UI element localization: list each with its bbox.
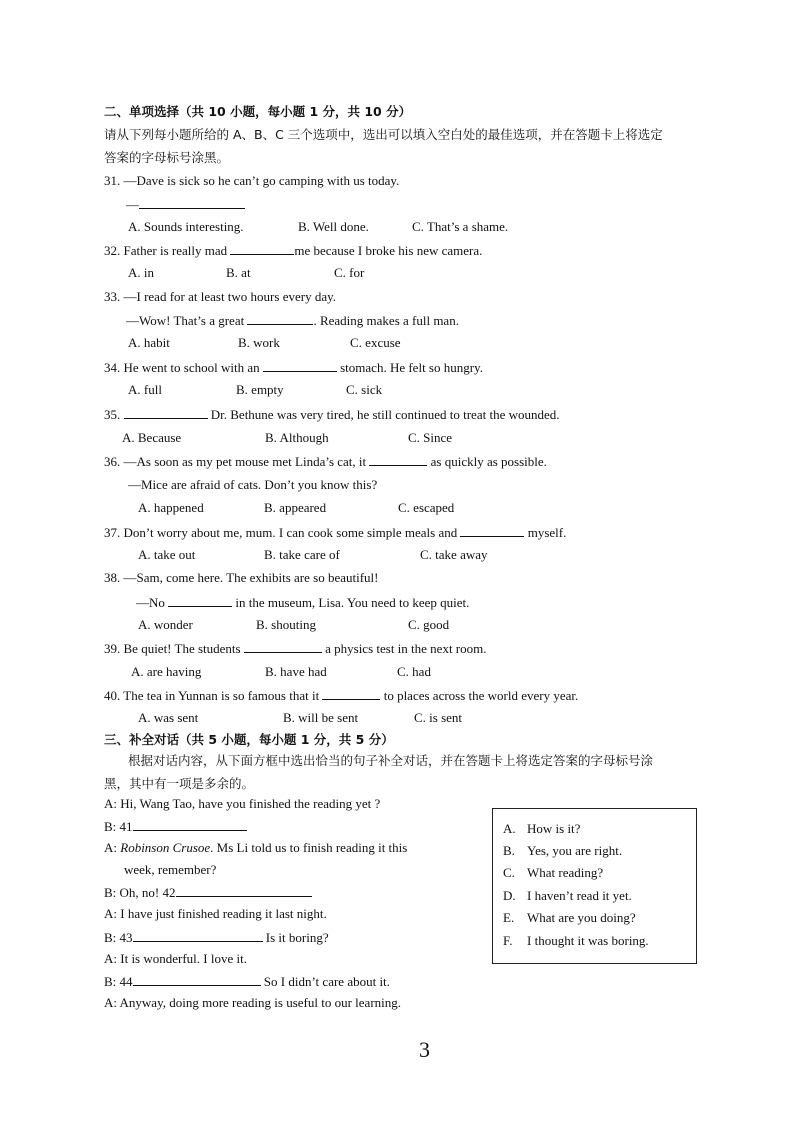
option-b: B. empty	[236, 382, 284, 397]
dialogue-line: A: Anyway, doing more reading is useful to our learning.	[104, 995, 402, 1010]
dialogue-line-43: B: 43 Is it boring?	[104, 930, 329, 945]
question-31: 31. —Dave is sick so he can’t go camping with us today.	[104, 173, 400, 188]
option-c: C. excuse	[350, 335, 401, 350]
options-box	[492, 808, 697, 964]
answer-blank[interactable]	[176, 884, 312, 897]
option-c: C. for	[334, 265, 365, 280]
option-c: C. had	[397, 664, 431, 679]
dialogue-line: A: Robinson Crusoe. Ms Li told us to finish reading it this	[104, 840, 408, 855]
question-33-response: —Wow! That’s a great . Reading makes a full man.	[126, 313, 459, 328]
answer-blank[interactable]	[133, 818, 247, 831]
question-31-answer-line: —	[126, 196, 245, 213]
question-39: 39. Be quiet! The students a physics test in the next room.	[104, 641, 487, 656]
section2-instruction-cont: 答案的字母标号涂黑。	[104, 150, 230, 165]
dialogue-line: week, remember?	[124, 862, 217, 877]
option-c: C. take away	[420, 547, 488, 562]
answer-blank[interactable]	[168, 594, 232, 607]
answer-blank[interactable]	[139, 196, 245, 209]
option-a: A. was sent	[138, 710, 199, 725]
answer-blank[interactable]	[133, 973, 261, 986]
option-a: A. take out	[138, 547, 196, 562]
question-40: 40. The tea in Yunnan is so famous that it to places across the world every year.	[104, 688, 579, 703]
option-a: A. in	[128, 265, 154, 280]
option-b: B. have had	[265, 664, 327, 679]
option-c: C. good	[408, 617, 450, 632]
option-b: B. take care of	[264, 547, 340, 562]
section3-instruction-cont: 黑，其中有一项是多余的。	[104, 776, 255, 791]
question-33: 33. —I read for at least two hours every day.	[104, 289, 336, 304]
box-option-e: E. What are you doing?	[503, 910, 636, 925]
answer-blank[interactable]	[124, 406, 208, 419]
question-37: 37. Don’t worry about me, mum. I can cook some simple meals and myself.	[104, 525, 567, 540]
question-32: 32. Father is really mad me because I broke his new camera.	[104, 243, 483, 258]
answer-blank[interactable]	[230, 242, 294, 255]
answer-blank[interactable]	[322, 687, 380, 700]
dialogue-line-44: B: 44 So I didn’t care about it.	[104, 974, 390, 989]
answer-blank[interactable]	[460, 524, 524, 537]
section2-instruction: 请从下列每小题所给的 A、B、C 三个选项中，选出可以填入空白处的最佳选项，并在答题卡上将选定	[104, 127, 663, 142]
answer-blank[interactable]	[263, 359, 337, 372]
option-b: B. appeared	[264, 500, 327, 515]
question-34: 34. He went to school with an stomach. He felt so hungry.	[104, 360, 483, 375]
book-title: Robinson Crusoe	[120, 840, 211, 855]
option-c: C. That’s a shame.	[412, 219, 509, 234]
option-c: C. sick	[346, 382, 383, 397]
option-b: B. shouting	[256, 617, 316, 632]
dialogue-line: A: Hi, Wang Tao, have you finished the reading yet ?	[104, 796, 381, 811]
page-number: 3	[419, 1037, 430, 1062]
section3-instruction: 根据对话内容，从下面方框中选出恰当的句子补全对话，并在答题卡上将选定答案的字母标号涂	[128, 753, 654, 768]
question-35: 35. Dr. Bethune was very tired, he still continued to treat the wounded.	[104, 407, 560, 422]
box-option-c: C. What reading?	[503, 865, 604, 880]
option-a: A. are having	[131, 664, 202, 679]
box-option-f: F. I thought it was boring.	[503, 933, 649, 948]
section2-title: 二、单项选择（共 10 小题，每小题 1 分，共 10 分）	[104, 104, 412, 119]
dialogue-line-41: B: 41	[104, 818, 247, 835]
option-a: A. happened	[138, 500, 204, 515]
option-a: A. habit	[128, 335, 170, 350]
section3-title: 三、补全对话（共 5 小题，每小题 1 分，共 5 分）	[104, 732, 394, 747]
answer-blank[interactable]	[133, 929, 263, 942]
option-b: B. work	[238, 335, 280, 350]
box-option-b: B. Yes, you are right.	[503, 843, 623, 858]
dialogue-line: A: It is wonderful. I love it.	[104, 951, 247, 966]
option-b: B. Although	[265, 430, 329, 445]
option-b: B. will be sent	[283, 710, 359, 725]
answer-blank[interactable]	[369, 453, 427, 466]
option-a: A. Because	[122, 430, 182, 445]
option-a: A. wonder	[138, 617, 193, 632]
question-36: 36. —As soon as my pet mouse met Linda’s cat, it as quickly as possible.	[104, 454, 547, 469]
option-c: C. is sent	[414, 710, 463, 725]
option-a: A. Sounds interesting.	[128, 219, 244, 234]
option-c: C. Since	[408, 430, 453, 445]
box-option-d: D. I haven’t read it yet.	[503, 888, 632, 903]
question-36-response: —Mice are afraid of cats. Don’t you know this?	[128, 477, 378, 492]
box-option-a: A. How is it?	[503, 821, 581, 836]
answer-blank[interactable]	[247, 312, 313, 325]
dialogue-line-42: B: Oh, no! 42	[104, 884, 312, 901]
option-b: B. at	[226, 265, 251, 280]
question-38: 38. —Sam, come here. The exhibits are so beautiful!	[104, 570, 379, 585]
option-b: B. Well done.	[298, 219, 369, 234]
option-a: A. full	[128, 382, 162, 397]
question-38-response: —No in the museum, Lisa. You need to keep quiet.	[136, 595, 470, 610]
option-c: C. escaped	[398, 500, 455, 515]
answer-blank[interactable]	[244, 640, 322, 653]
dialogue-line: A: I have just finished reading it last night.	[104, 906, 327, 921]
